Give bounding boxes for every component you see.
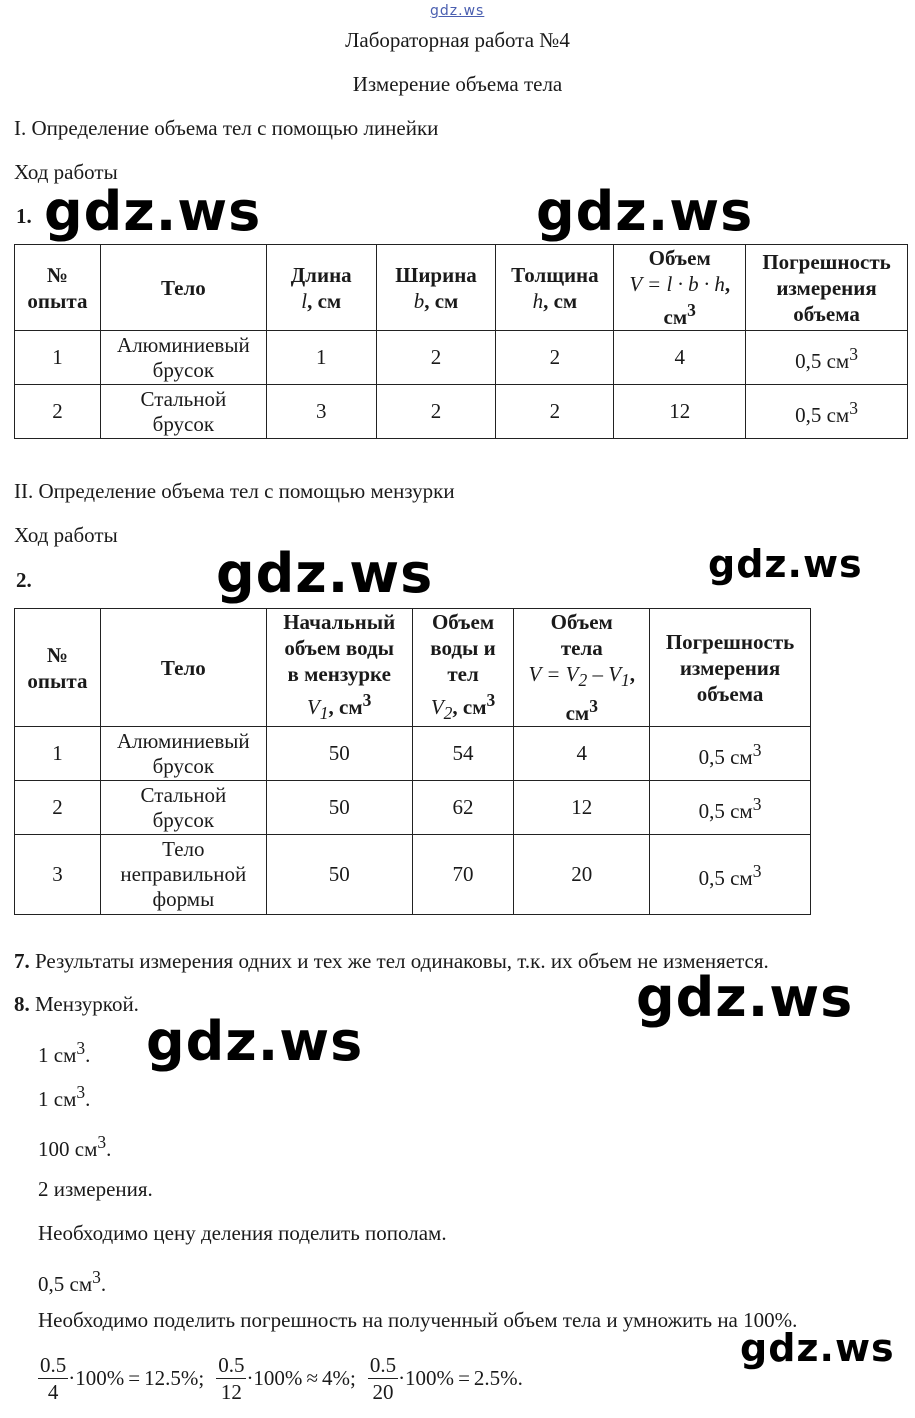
cell-number: 2: [15, 781, 101, 835]
column-header: Тело: [100, 609, 266, 727]
part1-item-number: 1.: [16, 204, 32, 228]
cell-error: 0,5 $см^3$: [746, 331, 908, 385]
table-header-row: [15, 609, 811, 727]
column-header: № опыта: [15, 245, 101, 331]
table-row: [15, 781, 811, 835]
cell-number: 1: [15, 727, 101, 781]
formula-line: $\frac{0.5}{4}$ ·100% = 12.5% ; $\frac{0.5}{12}$ ·100% ≈ 4% ; $\frac{0.5}{20}$ ·100% = 2.5% .: [40, 1353, 523, 1404]
cell-water-and-body-volume: 54: [412, 727, 514, 781]
cell-number: 2: [15, 385, 101, 439]
answer-line: 0,5 $см^3$.: [38, 1267, 107, 1296]
cell-body: Стальной брусок: [100, 385, 266, 439]
cell-body: Стальной брусок: [100, 781, 266, 835]
page-subtitle: Измерение объема тела: [352, 72, 563, 96]
cell-error: 0,5 $см^3$: [650, 835, 811, 915]
answer-line: 2 измерения.: [38, 1177, 153, 1201]
watermark: gdz.ws: [216, 542, 434, 605]
part2-progress: Ход работы: [14, 523, 118, 547]
answer-7: 7. Результаты измерения одних и тех же тел одинаковы, т.к. их объем не изменяется.: [14, 949, 769, 973]
cell-width: 2: [376, 331, 496, 385]
column-header: Толщина h, см: [496, 245, 614, 331]
watermark: gdz.ws: [146, 1010, 364, 1073]
cell-error: 0,5 $см^3$: [650, 727, 811, 781]
cell-body: Алюминиевый брусок: [100, 331, 266, 385]
column-header: Объем V = l · b · h, $см^3$: [614, 245, 746, 331]
cell-body: Алюминиевый брусок: [100, 727, 266, 781]
answer-line: Необходимо цену деления поделить пополам.: [38, 1221, 447, 1245]
cell-initial-volume: 50: [266, 727, 412, 781]
fraction: $\frac{0.5}{12}$: [218, 1353, 245, 1404]
cell-error: 0,5 $см^3$: [650, 781, 811, 835]
table-header-row: [15, 245, 908, 331]
table-row: [15, 385, 908, 439]
cell-length: 1: [266, 331, 376, 385]
part1-progress: Ход работы: [14, 160, 118, 184]
column-header: № опыта: [15, 609, 101, 727]
cell-initial-volume: 50: [266, 781, 412, 835]
cell-body: Тело неправильной формы: [100, 835, 266, 915]
cell-width: 2: [376, 385, 496, 439]
watermark: gdz.ws: [636, 966, 854, 1029]
table-row: [15, 835, 811, 915]
cell-body-volume: 4: [514, 727, 650, 781]
part2-heading: II. Определение объема тел с помощью мензурки: [14, 479, 455, 503]
watermark-top: gdz.ws: [430, 3, 485, 19]
column-header: Ширина b, см: [376, 245, 496, 331]
cell-initial-volume: 50: [266, 835, 412, 915]
cell-number: 3: [15, 835, 101, 915]
cell-water-and-body-volume: 62: [412, 781, 514, 835]
cell-number: 1: [15, 331, 101, 385]
answer-line: Необходимо поделить погрешность на полученный объем тела и умножить на 100%.: [38, 1308, 798, 1332]
column-header: Погрешность измерения объема: [650, 609, 811, 727]
cell-volume: 4: [614, 331, 746, 385]
part2-item-number: 2.: [16, 568, 32, 592]
cell-volume: 12: [614, 385, 746, 439]
answer-line: 1 $см^3$.: [38, 1038, 91, 1067]
watermark: gdz.ws: [740, 1326, 895, 1370]
cell-error: 0,5 $см^3$: [746, 385, 908, 439]
part1-heading: I. Определение объема тел с помощью линейки: [14, 116, 439, 140]
answer-line: 100 $см^3$.: [38, 1132, 112, 1161]
cell-thickness: 2: [496, 331, 614, 385]
answer-line: 1 $см^3$.: [38, 1082, 91, 1111]
watermark: gdz.ws: [708, 542, 863, 586]
table-row: [15, 727, 811, 781]
column-header: Объем воды и тел $V_2$, $см^3$: [412, 609, 514, 727]
watermark: gdz.ws: [44, 180, 262, 243]
table-beaker-measurements: [14, 608, 811, 915]
page-title: Лабораторная работа №4: [345, 28, 570, 52]
column-header: Погрешность измерения объема: [746, 245, 908, 331]
fraction: $\frac{0.5}{20}$: [369, 1353, 397, 1404]
table-ruler-measurements: [14, 244, 908, 439]
cell-length: 3: [266, 385, 376, 439]
cell-body-volume: 12: [514, 781, 650, 835]
watermark: gdz.ws: [536, 180, 754, 243]
column-header: Длина l, см: [266, 245, 376, 331]
answer-8: 8. Мензуркой.: [14, 992, 139, 1016]
column-header: Тело: [100, 245, 266, 331]
cell-water-and-body-volume: 70: [412, 835, 514, 915]
column-header: Начальный объем воды в мензурке $V_1$, $см^3$: [266, 609, 412, 727]
cell-thickness: 2: [496, 385, 614, 439]
cell-body-volume: 20: [514, 835, 650, 915]
fraction: $\frac{0.5}{4}$: [40, 1353, 67, 1404]
column-header: Объем тела $V = V_2 - V_1$, $см^3$: [514, 609, 650, 727]
table-row: [15, 331, 908, 385]
